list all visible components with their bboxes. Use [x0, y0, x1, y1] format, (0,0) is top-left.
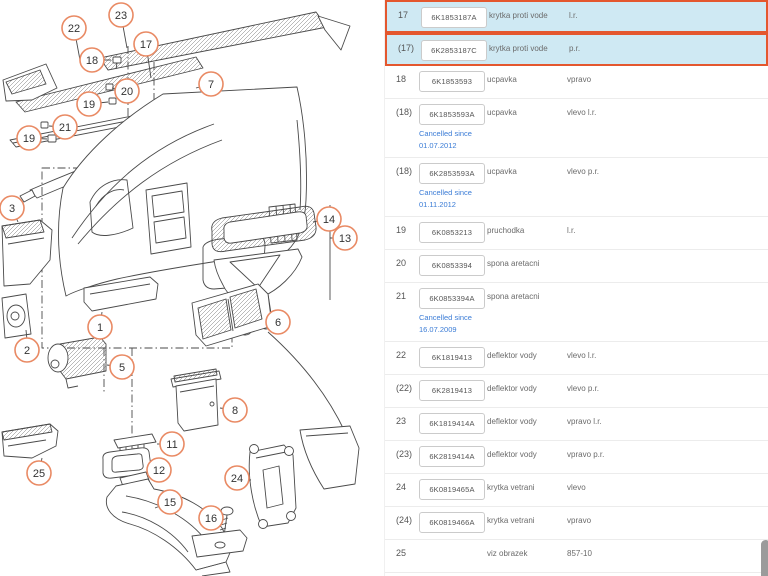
- svg-text:5: 5: [118, 362, 126, 374]
- callout-19[interactable]: [17, 126, 41, 150]
- table-row[interactable]: [385, 540, 768, 573]
- part-position: l.r.: [569, 11, 578, 20]
- part-code-box[interactable]: 6K0853394A: [419, 288, 485, 309]
- svg-text:19: 19: [82, 99, 96, 111]
- cancelled-label: Cancelled since: [419, 188, 472, 197]
- part-code-box[interactable]: 6K0853394: [419, 255, 485, 276]
- callout-14[interactable]: [317, 207, 341, 231]
- part-position: vpravo: [567, 75, 592, 84]
- svg-text:2: 2: [23, 345, 31, 357]
- cancelled-since-link[interactable]: [419, 187, 472, 211]
- cancelled-since-link[interactable]: [419, 312, 472, 336]
- part-description: krytka proti vode: [489, 11, 548, 20]
- svg-text:8: 8: [231, 405, 239, 417]
- callout-6[interactable]: [266, 310, 290, 334]
- part-number: 22: [396, 350, 407, 360]
- table-row[interactable]: [385, 474, 768, 507]
- callout-18[interactable]: [80, 48, 104, 72]
- callout-20[interactable]: [115, 79, 139, 103]
- part-number: 21: [396, 291, 407, 301]
- part-number: (23): [396, 449, 413, 459]
- cancelled-date: 16.07.2009: [419, 325, 457, 334]
- part-position: l.r.: [567, 226, 576, 235]
- callout-5[interactable]: [110, 355, 134, 379]
- part-code-box[interactable]: 6K1853593: [419, 71, 485, 92]
- svg-text:14: 14: [322, 214, 336, 226]
- part-code-box[interactable]: 6K2819413: [419, 380, 485, 401]
- callout-24[interactable]: [225, 466, 249, 490]
- table-row[interactable]: [385, 342, 768, 375]
- svg-text:13: 13: [338, 233, 352, 245]
- svg-text:24: 24: [230, 473, 244, 485]
- table-row[interactable]: [385, 0, 768, 33]
- part-position: p.r.: [569, 44, 581, 53]
- callout-1[interactable]: [88, 315, 112, 339]
- table-row[interactable]: [385, 507, 768, 540]
- table-row[interactable]: [385, 250, 768, 283]
- part-code-box[interactable]: 6K1853593A: [419, 104, 485, 125]
- callout-15[interactable]: [158, 490, 182, 514]
- cancelled-label: Cancelled since: [419, 313, 472, 322]
- part-number: 24: [396, 482, 407, 492]
- svg-text:6: 6: [274, 317, 282, 329]
- svg-text:7: 7: [207, 79, 215, 91]
- part-code-box[interactable]: 6K1819413: [419, 347, 485, 368]
- cancelled-label: Cancelled since: [419, 129, 472, 138]
- svg-text:16: 16: [204, 513, 218, 525]
- part-number: 19: [396, 225, 407, 235]
- cancelled-date: 01.11.2012: [419, 200, 456, 209]
- table-row[interactable]: [385, 33, 768, 66]
- part-description: ucpavka: [487, 108, 517, 117]
- part-position: 857-10: [567, 549, 592, 558]
- callout-19[interactable]: [77, 92, 101, 116]
- part-position: vpravo: [567, 516, 592, 525]
- table-row[interactable]: [385, 66, 768, 99]
- svg-text:17: 17: [139, 39, 153, 51]
- table-row[interactable]: [385, 217, 768, 250]
- callout-8[interactable]: [223, 398, 247, 422]
- part-position: vlevo p.r.: [567, 167, 600, 176]
- table-row[interactable]: [385, 441, 768, 474]
- part-number: (18): [396, 107, 413, 117]
- part-position: vlevo p.r.: [567, 384, 600, 393]
- part-description: ucpavka: [487, 167, 517, 176]
- cancelled-date: 01.07.2012: [419, 141, 457, 150]
- callout-17[interactable]: [134, 32, 158, 56]
- svg-text:12: 12: [152, 465, 166, 477]
- part-description: ucpavka: [487, 75, 517, 84]
- callout-25[interactable]: [27, 461, 51, 485]
- part-description: krytka vetrani: [487, 483, 535, 492]
- part-description: deflektor vody: [487, 417, 537, 426]
- svg-text:20: 20: [120, 86, 134, 98]
- part-position: vlevo: [567, 483, 586, 492]
- part-code-box[interactable]: 6K0819466A: [419, 512, 485, 533]
- svg-text:18: 18: [85, 55, 99, 67]
- part-description: deflektor vody: [487, 384, 537, 393]
- parts-table-panel: [384, 0, 768, 576]
- table-row[interactable]: [385, 375, 768, 408]
- table-row[interactable]: [385, 283, 768, 342]
- callout-21[interactable]: [53, 115, 77, 139]
- part-description: krytka proti vode: [489, 44, 548, 53]
- part-description: spona aretacni: [487, 292, 540, 301]
- part-number: 20: [396, 258, 407, 268]
- part-description: spona aretacni: [487, 259, 540, 268]
- part-code-box[interactable]: 6K1819414A: [419, 413, 485, 434]
- part-description: krytka vetrani: [487, 516, 535, 525]
- part-number: 23: [396, 416, 407, 426]
- part-number: 17: [398, 10, 409, 20]
- part-description: deflektor vody: [487, 351, 537, 360]
- svg-text:25: 25: [32, 468, 46, 480]
- table-row[interactable]: [385, 158, 768, 217]
- svg-text:3: 3: [8, 203, 16, 215]
- table-row[interactable]: [385, 408, 768, 441]
- part-code-box[interactable]: 6K2819414A: [419, 446, 485, 467]
- svg-text:19: 19: [22, 133, 36, 145]
- part-code-box[interactable]: 6K0819465A: [419, 479, 485, 500]
- svg-text:15: 15: [163, 497, 177, 509]
- callout-16[interactable]: [199, 506, 223, 530]
- table-row[interactable]: [385, 99, 768, 158]
- part-position: vlevo l.r.: [567, 108, 597, 117]
- callout-7[interactable]: [199, 72, 223, 96]
- scrollbar-thumb[interactable]: [761, 540, 768, 576]
- callout-22[interactable]: [62, 16, 86, 40]
- callout-13[interactable]: [333, 226, 357, 250]
- svg-text:23: 23: [114, 10, 128, 22]
- part-number: (17): [398, 43, 415, 53]
- part-position: vlevo l.r.: [567, 351, 597, 360]
- part-code-box[interactable]: 6K0853213: [419, 222, 485, 243]
- part-number: (24): [396, 515, 413, 525]
- part-code-box[interactable]: 6K2853593A: [419, 163, 485, 184]
- part-description: viz obrazek: [487, 549, 528, 558]
- part-number: 25: [396, 548, 407, 558]
- callout-11[interactable]: [160, 432, 184, 456]
- part-description: deflektor vody: [487, 450, 537, 459]
- callout-3[interactable]: [0, 196, 24, 220]
- part-position: vpravo l.r.: [567, 417, 602, 426]
- cancelled-since-link[interactable]: [419, 128, 472, 152]
- callout-12[interactable]: [147, 458, 171, 482]
- svg-text:1: 1: [96, 322, 104, 334]
- part-number: (18): [396, 166, 413, 176]
- parts-table: [385, 0, 768, 573]
- part-code-box[interactable]: 6K2853187C: [421, 40, 487, 61]
- svg-text:21: 21: [58, 122, 72, 134]
- callout-23[interactable]: [109, 3, 133, 27]
- svg-text:22: 22: [67, 23, 81, 35]
- part-position: vpravo p.r.: [567, 450, 605, 459]
- svg-text:11: 11: [166, 439, 178, 451]
- part-description: pruchodka: [487, 226, 525, 235]
- part-number: (22): [396, 383, 413, 393]
- callout-2[interactable]: [15, 338, 39, 362]
- diagram-line-art: [2, 12, 359, 576]
- part-code-box[interactable]: 6K1853187A: [421, 7, 487, 28]
- part-number: 18: [396, 74, 407, 84]
